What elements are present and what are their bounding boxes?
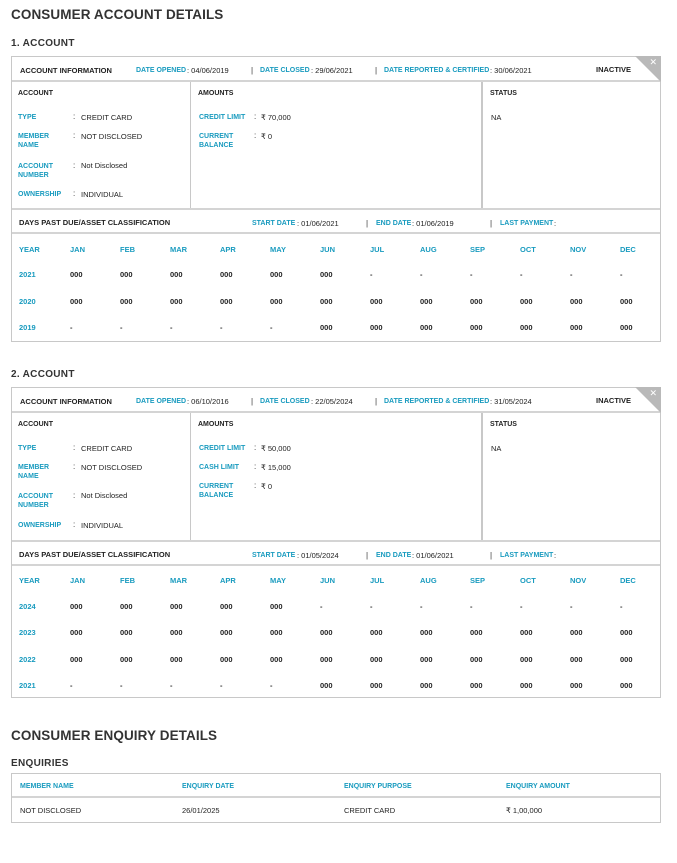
close-icon: ✕: [649, 57, 657, 67]
info-title: ACCOUNT INFORMATION: [20, 66, 112, 75]
colon: :: [254, 112, 257, 121]
col-jul: JUL: [370, 576, 385, 585]
dpd-cell: -: [520, 602, 523, 611]
account-info-bar: [12, 388, 660, 413]
dpd-cell: 000: [320, 270, 333, 279]
dpd-cell: -: [320, 602, 323, 611]
account-heading: 1. ACCOUNT: [11, 38, 75, 49]
dpd-cell: 000: [120, 602, 133, 611]
amounts-title: AMOUNTS: [198, 421, 234, 428]
table-row: [12, 655, 660, 669]
dpd-cell: 000: [570, 655, 583, 664]
amounts-section: [191, 413, 482, 541]
dpd-cell: 000: [370, 323, 383, 332]
colon: :: [73, 131, 76, 140]
dpd-cell: 000: [620, 323, 633, 332]
dpd-cell: 000: [70, 628, 83, 637]
account-info-bar: [12, 57, 660, 82]
status-section: [482, 413, 661, 541]
date-opened-label: DATE OPENED: [136, 398, 187, 405]
dpd-bar: [12, 208, 660, 234]
account-section: [11, 82, 191, 209]
enquiries-subtitle: ENQUIRIES: [11, 758, 69, 769]
type-value: CREDIT CARD: [81, 113, 133, 122]
account-card: [11, 56, 661, 342]
dpd-cell: 000: [220, 297, 233, 306]
type-label: TYPE: [18, 114, 37, 121]
ownership-value: INDIVIDUAL: [81, 521, 124, 530]
dpd-cell: -: [270, 681, 273, 690]
dpd-cell: 000: [320, 655, 333, 664]
colon: :: [73, 520, 76, 529]
dpd-cell: 000: [170, 297, 183, 306]
col-may: MAY: [270, 245, 286, 254]
dpd-cell: 000: [320, 628, 333, 637]
dpd-cell: 000: [620, 297, 633, 306]
dpd-title: DAYS PAST DUE/ASSET CLASSIFICATION: [19, 550, 171, 559]
corner-triangle: [635, 387, 661, 413]
col-oct: OCT: [520, 245, 536, 254]
col-feb: FEB: [120, 245, 135, 254]
dpd-cell: 000: [470, 323, 483, 332]
dpd-cell: 000: [520, 628, 533, 637]
dpd-cell: 000: [270, 628, 283, 637]
last-payment-value: :: [554, 551, 557, 560]
col-sep: SEP: [470, 245, 486, 254]
date-reported-value: : 30/06/2021: [490, 66, 532, 75]
dpd-cell: 000: [620, 681, 633, 690]
colon: :: [73, 462, 76, 471]
start-date-label: START DATE: [252, 552, 296, 559]
dpd-cell: -: [470, 602, 473, 611]
dpd-cell: 000: [520, 655, 533, 664]
dpd-cell: -: [420, 270, 423, 279]
dpd-cell: -: [470, 270, 473, 279]
col-jul: JUL: [370, 245, 385, 254]
col-member-name: MEMBER NAME: [20, 783, 74, 790]
dpd-cell: 000: [420, 297, 433, 306]
dpd-cell: -: [120, 681, 123, 690]
enquiry-date-cell: 26/01/2025: [182, 806, 220, 815]
year-cell: 2021: [19, 270, 36, 279]
dpd-cell: 000: [570, 323, 583, 332]
last-payment-label: LAST PAYMENT: [500, 220, 554, 227]
dpd-cell: 000: [620, 655, 633, 664]
type-label: TYPE: [18, 445, 37, 452]
dpd-cell: 000: [470, 681, 483, 690]
status-value: NA: [491, 113, 502, 122]
table-row: [12, 681, 660, 695]
account-number-value: Not Disclosed: [81, 161, 128, 170]
grid-header-row: [12, 576, 660, 590]
dpd-cell: 000: [570, 297, 583, 306]
account-section-title: ACCOUNT: [18, 421, 53, 428]
col-aug: AUG: [420, 576, 437, 585]
close-button[interactable]: [635, 56, 661, 82]
dpd-cell: 000: [420, 681, 433, 690]
col-jan: JAN: [70, 576, 86, 585]
col-apr: APR: [220, 245, 236, 254]
status-title: STATUS: [490, 421, 517, 428]
start-date-value: : 01/06/2021: [297, 219, 339, 228]
status-title: STATUS: [490, 90, 517, 97]
account-card: [11, 387, 661, 698]
dpd-cell: 000: [520, 323, 533, 332]
account-heading: 2. ACCOUNT: [11, 369, 75, 380]
col-jun: JUN: [320, 245, 336, 254]
col-sep: SEP: [470, 576, 486, 585]
col-year: YEAR: [19, 576, 40, 585]
colon: :: [254, 443, 257, 452]
dpd-cell: 000: [470, 655, 483, 664]
member-name-cell: NOT DISCLOSED: [20, 806, 82, 815]
dpd-cell: 000: [270, 297, 283, 306]
col-feb: FEB: [120, 576, 135, 585]
col-nov: NOV: [570, 576, 587, 585]
colon: :: [73, 189, 76, 198]
status-badge: INACTIVE: [596, 396, 632, 405]
credit-limit-value: ₹ 50,000: [261, 444, 291, 453]
dpd-cell: 000: [120, 628, 133, 637]
end-date-label: END DATE: [376, 552, 412, 559]
dpd-cell: 000: [370, 628, 383, 637]
enquiry-title: CONSUMER ENQUIRY DETAILS: [11, 728, 218, 743]
dpd-cell: 000: [420, 628, 433, 637]
dpd-cell: 000: [420, 323, 433, 332]
dpd-cell: 000: [170, 270, 183, 279]
year-cell: 2021: [19, 681, 36, 690]
date-opened-label: DATE OPENED: [136, 67, 187, 74]
colon: :: [254, 131, 257, 140]
dpd-cell: -: [370, 270, 373, 279]
dpd-cell: 000: [470, 628, 483, 637]
current-balance-label: CURRENT BALANCE: [199, 483, 234, 499]
col-nov: NOV: [570, 245, 587, 254]
col-apr: APR: [220, 576, 236, 585]
cash-limit-label: CASH LIMIT: [199, 464, 240, 471]
dpd-cell: 000: [620, 628, 633, 637]
table-row: [12, 270, 660, 284]
col-enquiry-amount: ENQUIRY AMOUNT: [506, 783, 570, 790]
grid-header-row: [12, 245, 660, 259]
table-row: [12, 297, 660, 311]
start-date-label: START DATE: [252, 220, 296, 227]
dpd-cell: 000: [170, 602, 183, 611]
dpd-cell: 000: [170, 655, 183, 664]
dpd-cell: 000: [70, 297, 83, 306]
dpd-cell: -: [70, 323, 73, 332]
dpd-cell: 000: [520, 681, 533, 690]
dpd-bar: [12, 540, 660, 566]
credit-limit-label: CREDIT LIMIT: [199, 445, 246, 452]
current-balance-label: CURRENT BALANCE: [199, 133, 234, 149]
enquiry-table: [11, 773, 661, 823]
info-title: ACCOUNT INFORMATION: [20, 397, 112, 406]
dpd-title: DAYS PAST DUE/ASSET CLASSIFICATION: [19, 218, 171, 227]
dpd-cell: -: [420, 602, 423, 611]
dpd-cell: 000: [220, 655, 233, 664]
colon: :: [73, 491, 76, 500]
year-cell: 2020: [19, 297, 36, 306]
dpd-cell: -: [120, 323, 123, 332]
date-closed-label: DATE CLOSED: [260, 67, 310, 74]
member-name-value: NOT DISCLOSED: [81, 132, 143, 141]
end-date-value: : 01/06/2019: [412, 219, 454, 228]
dpd-cell: 000: [420, 655, 433, 664]
date-opened-value: : 06/10/2016: [187, 397, 229, 406]
col-jan: JAN: [70, 245, 86, 254]
colon: :: [73, 443, 76, 452]
dpd-cell: 000: [370, 655, 383, 664]
page-title: CONSUMER ACCOUNT DETAILS: [11, 7, 224, 22]
credit-limit-label: CREDIT LIMIT: [199, 114, 246, 121]
dpd-cell: 000: [70, 655, 83, 664]
status-badge: INACTIVE: [596, 65, 632, 74]
col-may: MAY: [270, 576, 286, 585]
enquiry-header-row: [12, 774, 660, 798]
year-cell: 2023: [19, 628, 36, 637]
dpd-cell: 000: [120, 270, 133, 279]
last-payment-value: :: [554, 219, 557, 228]
account-number-label: ACCOUNT NUMBER: [18, 493, 53, 509]
enquiry-purpose-cell: CREDIT CARD: [344, 806, 396, 815]
dpd-cell: 000: [120, 297, 133, 306]
last-payment-label: LAST PAYMENT: [500, 552, 554, 559]
dpd-cell: 000: [570, 628, 583, 637]
account-section-title: ACCOUNT: [18, 90, 53, 97]
dpd-cell: 000: [220, 270, 233, 279]
dpd-cell: 000: [320, 323, 333, 332]
col-enquiry-date: ENQUIRY DATE: [182, 783, 234, 790]
dpd-cell: -: [170, 323, 173, 332]
date-reported-value: : 31/05/2024: [490, 397, 532, 406]
year-cell: 2019: [19, 323, 36, 332]
dpd-cell: 000: [270, 602, 283, 611]
date-reported-label: DATE REPORTED & CERTIFIED: [384, 398, 490, 405]
colon: :: [254, 481, 257, 490]
dpd-cell: -: [170, 681, 173, 690]
member-name-label: MEMBER NAME: [18, 464, 50, 480]
ownership-label: OWNERSHIP: [18, 522, 62, 529]
end-date-label: END DATE: [376, 220, 412, 227]
end-date-value: : 01/06/2021: [412, 551, 454, 560]
table-row: [12, 602, 660, 616]
ownership-value: INDIVIDUAL: [81, 190, 124, 199]
current-balance-value: ₹ 0: [261, 482, 273, 491]
dpd-cell: -: [220, 323, 223, 332]
start-date-value: : 01/05/2024: [297, 551, 339, 560]
dpd-cell: -: [620, 602, 623, 611]
dpd-cell: 000: [470, 297, 483, 306]
current-balance-value: ₹ 0: [261, 132, 273, 141]
date-reported-label: DATE REPORTED & CERTIFIED: [384, 67, 490, 74]
col-mar: MAR: [170, 576, 188, 585]
col-mar: MAR: [170, 245, 188, 254]
amounts-title: AMOUNTS: [198, 90, 234, 97]
dpd-cell: 000: [70, 602, 83, 611]
dpd-cell: 000: [270, 270, 283, 279]
colon: :: [254, 462, 257, 471]
separator: |: [375, 397, 378, 406]
dpd-cell: 000: [70, 270, 83, 279]
colon: :: [73, 161, 76, 170]
dpd-cell: -: [520, 270, 523, 279]
dpd-cell: 000: [370, 297, 383, 306]
account-section: [11, 413, 191, 541]
dpd-cell: 000: [220, 628, 233, 637]
member-name-label: MEMBER NAME: [18, 133, 50, 149]
date-opened-value: : 04/06/2019: [187, 66, 229, 75]
credit-limit-value: ₹ 70,000: [261, 113, 291, 122]
date-closed-value: : 22/05/2024: [311, 397, 353, 406]
dpd-cell: 000: [220, 602, 233, 611]
status-value: NA: [491, 444, 502, 453]
account-number-value: Not Disclosed: [81, 491, 128, 500]
corner-triangle: [635, 56, 661, 82]
dpd-cell: 000: [320, 297, 333, 306]
type-value: CREDIT CARD: [81, 444, 133, 453]
year-cell: 2024: [19, 602, 36, 611]
dpd-cell: 000: [120, 655, 133, 664]
col-dec: DEC: [620, 576, 636, 585]
table-row: [12, 323, 660, 337]
separator: |: [251, 397, 254, 406]
separator: |: [375, 66, 378, 75]
separator: |: [490, 551, 493, 560]
dpd-cell: -: [620, 270, 623, 279]
dpd-cell: 000: [320, 681, 333, 690]
dpd-cell: -: [570, 270, 573, 279]
date-closed-value: : 29/06/2021: [311, 66, 353, 75]
separator: |: [490, 219, 493, 228]
amounts-section: [191, 82, 482, 209]
col-oct: OCT: [520, 576, 536, 585]
dpd-cell: 000: [520, 297, 533, 306]
dpd-cell: 000: [170, 628, 183, 637]
close-button[interactable]: [635, 387, 661, 413]
dpd-cell: -: [270, 323, 273, 332]
colon: :: [73, 112, 76, 121]
enquiry-amount-cell: ₹ 1,00,000: [506, 806, 543, 815]
separator: |: [251, 66, 254, 75]
separator: |: [366, 551, 369, 560]
dpd-cell: 000: [270, 655, 283, 664]
dpd-cell: 000: [570, 681, 583, 690]
col-dec: DEC: [620, 245, 636, 254]
dpd-cell: -: [70, 681, 73, 690]
close-icon: ✕: [649, 388, 657, 398]
date-closed-label: DATE CLOSED: [260, 398, 310, 405]
dpd-cell: -: [570, 602, 573, 611]
status-section: [482, 82, 661, 209]
col-jun: JUN: [320, 576, 336, 585]
ownership-label: OWNERSHIP: [18, 191, 62, 198]
dpd-cell: -: [220, 681, 223, 690]
member-name-value: NOT DISCLOSED: [81, 463, 143, 472]
year-cell: 2022: [19, 655, 36, 664]
col-year: YEAR: [19, 245, 40, 254]
col-enquiry-purpose: ENQUIRY PURPOSE: [344, 783, 412, 790]
account-number-label: ACCOUNT NUMBER: [18, 163, 53, 179]
table-row: [12, 628, 660, 642]
col-aug: AUG: [420, 245, 437, 254]
dpd-cell: 000: [370, 681, 383, 690]
separator: |: [366, 219, 369, 228]
dpd-cell: -: [370, 602, 373, 611]
cash-limit-value: ₹ 15,000: [261, 463, 291, 472]
